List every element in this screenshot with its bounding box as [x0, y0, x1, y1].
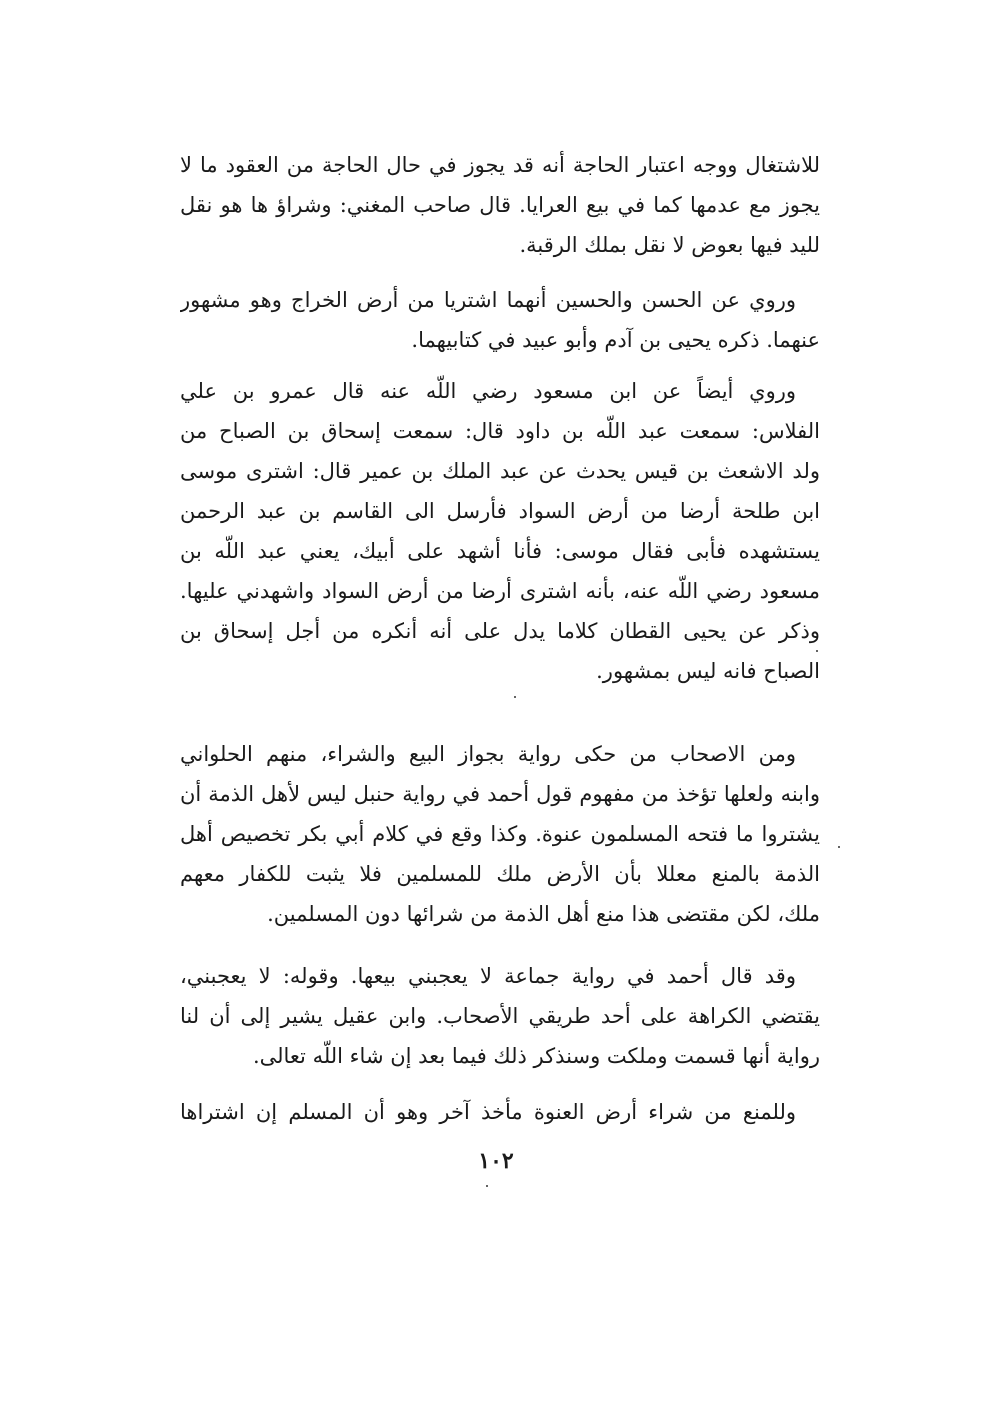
text-line: وقد قال أحمد في رواية جماعة لا يعجبني بيعها. وقوله: لا يعجبني،	[180, 964, 796, 988]
text-line: يستشهده فأبى فقال موسى: فأنا أشهد على أبيك، يعني عبد اللّه بن	[180, 539, 820, 563]
text-line: عنهما. ذكره يحيى بن آدم وأبو عبيد في كتابيهما.	[411, 328, 820, 352]
text-line: للاشتغال ووجه اعتبار الحاجة أنه قد يجوز في حال الحاجة من العقود ما لا	[180, 153, 820, 177]
text-line: الذمة بالمنع معللا بأن الأرض ملك للمسلمين فلا يثبت للكفار معهم	[180, 862, 820, 886]
paragraph-3	[180, 371, 820, 691]
scan-speck	[838, 846, 840, 848]
text-line: يجوز مع عدمها كما في بيع العرايا. قال صاحب المغني: وشراؤ ها هو نقل	[180, 193, 820, 217]
text-line: ملك، لكن مقتضى هذا منع أهل الذمة من شرائها دون المسلمين.	[267, 902, 820, 926]
page-number: ١٠٢	[478, 1148, 514, 1174]
paragraph-4	[180, 734, 820, 934]
text-line: ومن الاصحاب من حكى رواية بجواز البيع والشراء، منهم الحلواني	[180, 742, 796, 766]
text-line: لليد فيها بعوض لا نقل بملك الرقبة.	[519, 233, 820, 257]
text-line: رواية أنها قسمت وملكت وسنذكر ذلك فيما بعد إن شاء اللّه تعالى.	[252, 1044, 820, 1068]
text-line: وللمنع من شراء أرض العنوة مأخذ آخر وهو أن المسلم إن اشتراها	[180, 1100, 796, 1124]
scan-speck	[514, 696, 516, 698]
text-line: يشتروا ما فتحه المسلمون عنوة. وكذا وقع في كلام أبي بكر تخصيص أهل	[180, 822, 820, 846]
paragraph-1	[180, 145, 820, 265]
scan-speck	[486, 1185, 488, 1187]
paragraph-6	[180, 1092, 820, 1132]
paragraph-5	[180, 956, 820, 1076]
text-line: ابن طلحة أرضا من أرض السواد فأرسل الى القاسم بن عبد الرحمن	[180, 499, 820, 523]
text-line: الفلاس: سمعت عبد اللّه بن داود قال: سمعت إسحاق بن الصباح من	[180, 419, 820, 443]
text-line: ولد الاشعث بن قيس يحدث عن عبد الملك بن عمير قال: اشترى موسى	[180, 459, 820, 483]
text-line: وروي عن الحسن والحسين أنهما اشتريا من أرض الخراج وهو مشهور	[180, 288, 796, 312]
text-line: يقتضي الكراهة على أحد طريقي الأصحاب. وابن عقيل يشير إلى أن لنا	[180, 1004, 820, 1028]
text-line: وذكر عن يحيى القطان كلاما يدل على أنه أنكره من أجل إسحاق بن	[180, 619, 820, 643]
scan-speck	[816, 650, 818, 652]
text-line: الصباح فانه ليس بمشهور.	[596, 659, 820, 683]
text-line: مسعود رضي اللّه عنه، بأنه اشترى أرضا من أرض السواد واشهدني عليها.	[180, 579, 820, 603]
paragraph-2	[180, 280, 820, 360]
text-line: وروي أيضاً عن ابن مسعود رضي اللّه عنه قال عمرو بن علي	[180, 379, 796, 403]
text-line: وابنه ولعلها تؤخذ من مفهوم قول أحمد في رواية حنبل ليس لأهل الذمة أن	[180, 782, 820, 806]
